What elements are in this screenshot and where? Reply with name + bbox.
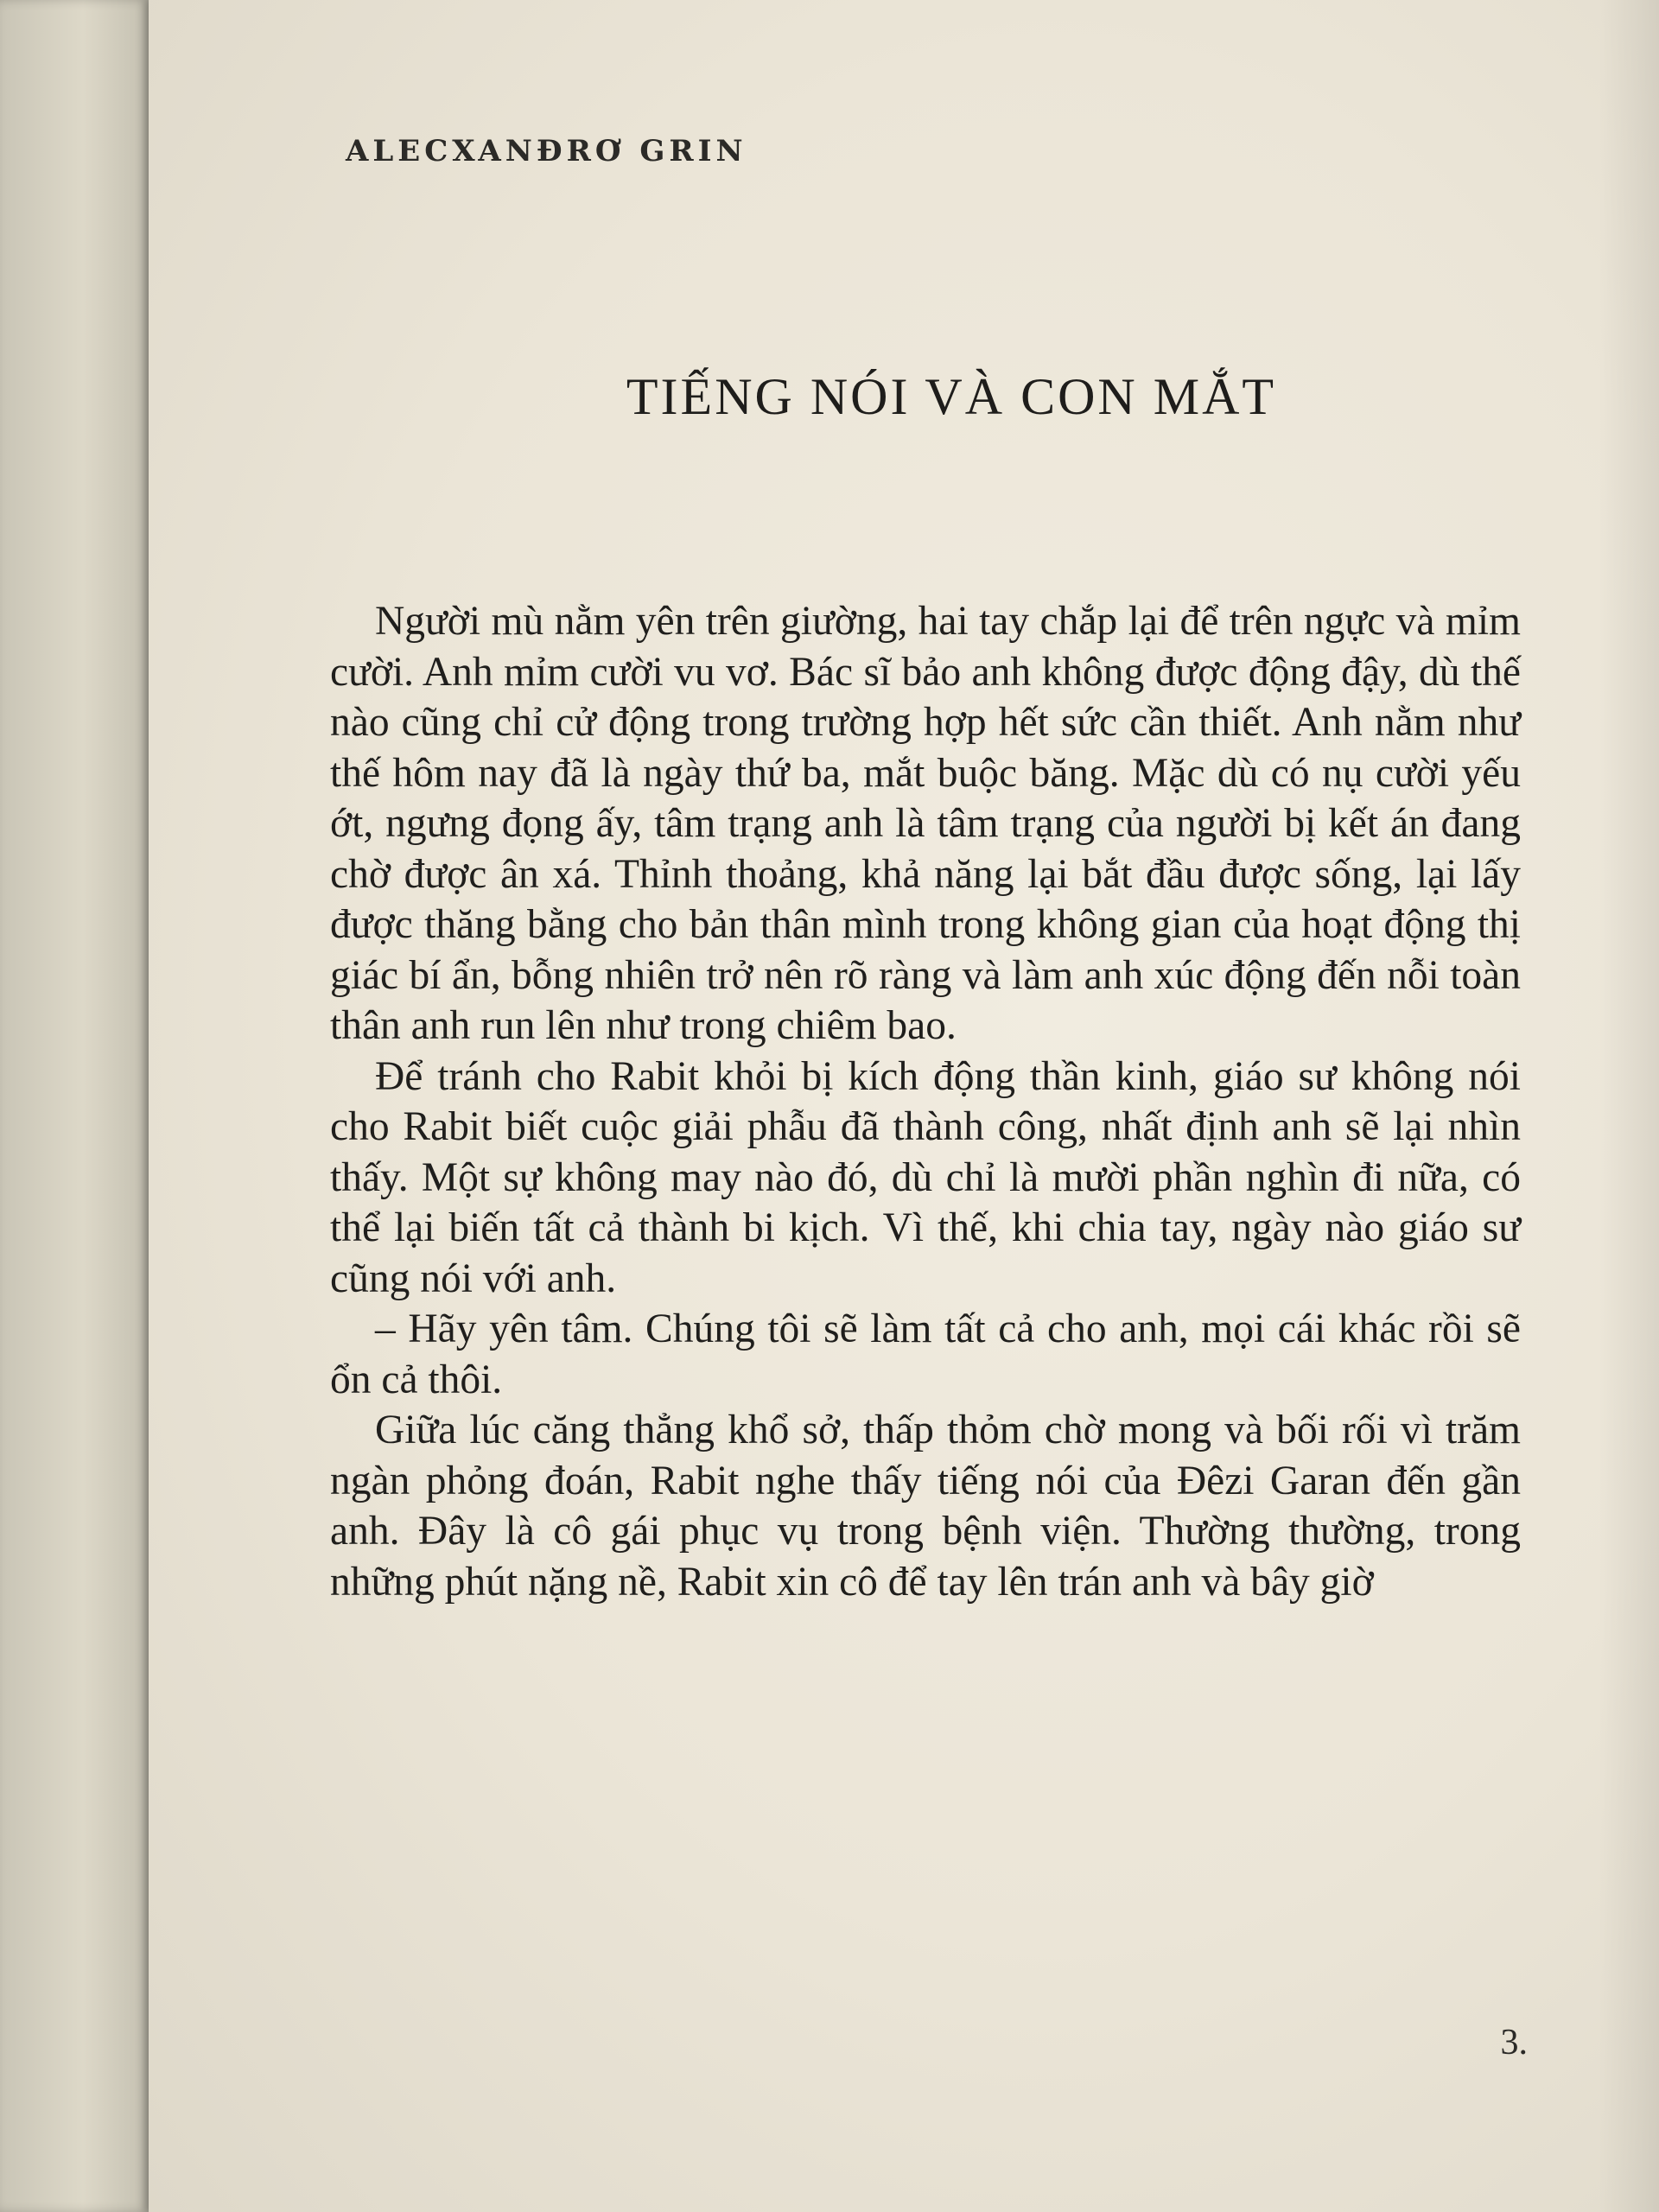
chapter-title: TIẾNG NÓI VÀ CON MẮT xyxy=(626,368,1277,425)
paragraph: Người mù nằm yên trên giường, hai tay chắp lại để trên ngực và mỉm cười. Anh mỉm cười vu vơ. Bác sĩ bảo anh không được động đậy, dù thế nào cũng chỉ cử động trong trường hợp hết sức cần thiết. Anh nằm như thế hôm nay đã là ngày thứ ba, mắt buộc băng. Mặc dù có nụ cười yếu ớt, ngưng đọng ấy, tâm trạng anh là tâm trạng của người bị kết án đang chờ được ân xá. Thỉnh thoảng, khả năng lại bắt đầu được sống, lại lấy được thăng bằng cho bản thân mình trong không gian của hoạt động thị giác bí ẩn, bỗng nhiên trở nên rõ ràng và làm anh xúc động đến nỗi toàn thân anh run lên như trong chiêm bao. xyxy=(330,599,1521,1048)
page-number: 3. xyxy=(1500,2023,1528,2063)
paragraph: Để tránh cho Rabit khỏi bị kích động thần kinh, giáo sư không nói cho Rabit biết cuộc giải phẫu đã thành công, nhất định anh sẽ lại nhìn thấy. Một sự không may nào đó, dù chỉ là mười phần nghìn đi nữa, có thể lại biến tất cả thành bi kịch. Vì thế, khi chia tay, ngày nào giáo sư cũng nói với anh. xyxy=(330,1053,1521,1301)
book-page xyxy=(149,0,1659,2212)
running-head: ALECXANĐRƠ GRIN xyxy=(346,134,747,168)
body-text xyxy=(330,596,1521,1607)
paragraph: – Hãy yên tâm. Chúng tôi sẽ làm tất cả cho anh, mọi cái khác rồi sẽ ổn cả thôi. xyxy=(330,1306,1521,1402)
paragraph: Giữa lúc căng thẳng khổ sở, thấp thỏm chờ mong và bối rối vì trăm ngàn phỏng đoán, Rabit nghe thấy tiếng nói của Đêzi Garan đến gần anh. Đây là cô gái phục vụ trong bệnh viện. Thường thường, trong những phút nặng nề, Rabit xin cô để tay lên trán anh và bây giờ xyxy=(330,1408,1521,1605)
left-page-edge xyxy=(0,0,151,2212)
